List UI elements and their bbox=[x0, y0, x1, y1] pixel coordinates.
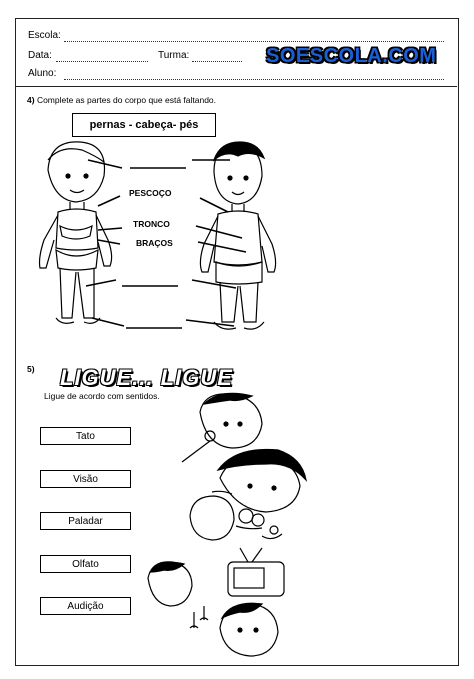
sense-box-paladar[interactable]: Paladar bbox=[40, 512, 131, 530]
class-label: Turma: bbox=[158, 50, 190, 61]
label-tronco: TRONCO bbox=[133, 219, 170, 229]
date-label: Data: bbox=[28, 50, 52, 61]
ligue-title: LIGUE... LIGUE bbox=[60, 365, 233, 390]
question-4-number: 4) bbox=[27, 95, 35, 105]
question-5-number: 5) bbox=[27, 364, 35, 374]
label-bracos: BRAÇOS bbox=[136, 238, 173, 248]
word-bank: pernas - cabeça- pés bbox=[72, 113, 216, 137]
sense-box-olfato[interactable]: Olfato bbox=[40, 555, 131, 573]
sense-box-audicao[interactable]: Audição bbox=[40, 597, 131, 615]
boy-figure-icon bbox=[200, 142, 275, 329]
senses-illustration-icon bbox=[148, 393, 306, 656]
student-label: Aluno: bbox=[28, 68, 57, 79]
sense-box-tato[interactable]: Tato bbox=[40, 427, 131, 445]
soescola-logo: SOESCOLA.COM bbox=[266, 45, 437, 67]
girl-figure-icon bbox=[40, 142, 112, 323]
school-label: Escola: bbox=[28, 30, 61, 41]
question-5-instruction: Ligue de acordo com sentidos. bbox=[44, 391, 160, 401]
label-pescoco: PESCOÇO bbox=[129, 188, 172, 198]
question-4-text: Complete as partes do corpo que está faltando. bbox=[36, 95, 217, 105]
sense-box-visao[interactable]: Visão bbox=[40, 470, 131, 488]
